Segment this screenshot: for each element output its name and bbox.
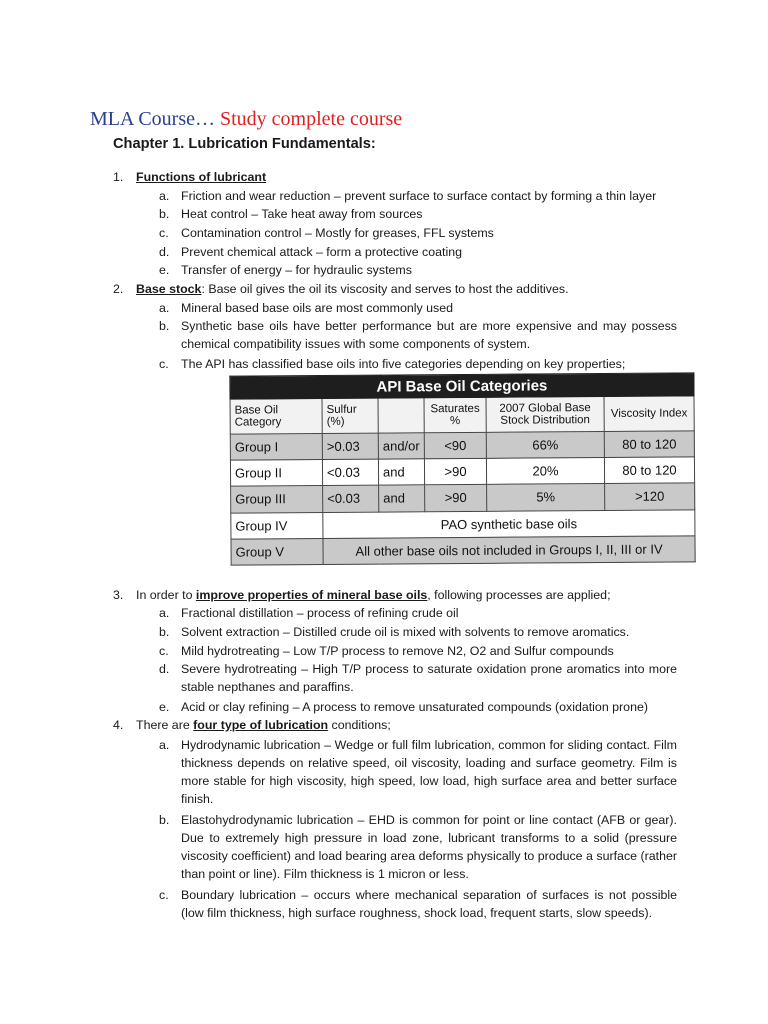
list-text: Heat control – Take heat away from sources — [181, 207, 423, 221]
list-text: Mild hydrotreating – Low T/P process to remove N2, O2 and Sulfur compounds — [181, 644, 614, 658]
table-cell: >0.03 — [322, 433, 378, 460]
chapter-title: Chapter 1. Lubrication Fundamentals: — [113, 136, 376, 152]
list-letter: d. — [159, 245, 170, 259]
list-text: Friction and wear reduction – prevent surface to surface contact by forming a thin layer — [181, 189, 657, 203]
list-text: Boundary lubrication – occurs where mechanical separation of surfaces is not possible (low film thickness, high surface roughness, shock load, frequent starts, slow speeds). — [181, 888, 677, 920]
column-header: Saturates % — [424, 397, 486, 432]
list-text: Mineral based base oils are most commonly used — [181, 301, 454, 315]
list-number: 2. — [113, 282, 124, 296]
table-title: API Base Oil Categories — [230, 373, 694, 399]
table-cell: All other base oils not included in Groups I, II, III or IV — [323, 536, 695, 565]
section-text: : Base oil gives the oil its viscosity and serves to host the additives. — [201, 282, 569, 296]
course-tagline: Study complete course — [220, 108, 403, 130]
column-header — [378, 398, 424, 433]
list-number: 4. — [113, 718, 124, 732]
table-cell: <90 — [424, 432, 486, 459]
section-text: In order to — [136, 588, 196, 602]
section-text: conditions; — [328, 718, 391, 732]
section-title: four type of lubrication — [193, 718, 329, 732]
list-text: Transfer of energy – for hydraulic systems — [181, 263, 412, 277]
list-text: The API has classified base oils into five categories depending on key properties; — [181, 357, 626, 371]
list-letter: a. — [159, 606, 170, 620]
table-cell: Group II — [230, 460, 322, 487]
column-header: Viscosity Index — [604, 396, 694, 432]
list-text: Synthetic base oils have better performance but are more expensive and may possess chemical compatibility issues with some components of system. — [181, 319, 677, 351]
table-cell: >120 — [605, 483, 695, 510]
column-header: 2007 Global Base Stock Distribution — [486, 397, 604, 433]
table-cell: <0.03 — [322, 459, 378, 486]
list-letter: e. — [159, 263, 170, 277]
list-text: Elastohydrodynamic lubrication – EHD is common for point or line contact (AFB or gear). Due to extremely high pressure in load zone, lubricant transforms to a solid (pressure viscosity coefficient) and load bearing area deforms physically to produce a surface (rather than point or line). Film thickness is 1 micron or less. — [181, 813, 677, 881]
table-row — [230, 457, 694, 486]
list-letter: b. — [159, 319, 170, 333]
list-text: Severe hydrotreating – High T/P process to saturate oxidation prone aromatics into more stable nepthanes and paraffins. — [181, 662, 677, 694]
section-text: , following processes are applied; — [427, 588, 611, 602]
table-row — [231, 509, 695, 538]
list-letter: b. — [159, 813, 170, 827]
section-text: There are — [136, 718, 194, 732]
section-title: Base stock — [136, 282, 202, 296]
list-letter: c. — [159, 226, 169, 240]
table-cell: Group IV — [231, 512, 323, 539]
table-row — [231, 483, 695, 512]
table-row — [230, 431, 694, 460]
table-cell: <0.03 — [323, 485, 379, 512]
table-cell: and — [379, 485, 425, 512]
list-number: 3. — [113, 588, 124, 602]
column-header: Sulfur (%) — [322, 398, 378, 433]
list-letter: b. — [159, 625, 170, 639]
table-cell: and/or — [378, 433, 424, 460]
list-letter: a. — [159, 738, 170, 752]
table-cell: Group I — [230, 433, 322, 460]
table-cell: Group V — [231, 538, 323, 565]
list-letter: b. — [159, 207, 170, 221]
table-cell: Group III — [231, 486, 323, 513]
list-text: Acid or clay refining – A process to remove unsaturated compounds (oxidation prone) — [181, 700, 648, 714]
course-heading — [90, 108, 402, 131]
table-cell: 20% — [486, 458, 604, 485]
list-number: 1. — [113, 170, 124, 184]
api-table — [229, 372, 695, 565]
list-letter: c. — [159, 357, 169, 371]
section-title: Functions of lubricant — [136, 170, 267, 184]
table-cell: 80 to 120 — [604, 457, 694, 484]
api-base-oil-table — [229, 372, 694, 565]
list-letter: c. — [159, 644, 169, 658]
course-title: MLA Course… — [90, 108, 215, 130]
column-header: Base Oil Category — [230, 398, 322, 434]
section-title: improve properties of mineral base oils — [195, 588, 428, 602]
table-row — [231, 536, 695, 565]
list-letter: d. — [159, 662, 170, 676]
table-cell: PAO synthetic base oils — [323, 509, 695, 538]
table-cell: 80 to 120 — [604, 431, 694, 458]
table-cell: >90 — [425, 485, 487, 512]
list-letter: e. — [159, 700, 170, 714]
table-cell: >90 — [424, 459, 486, 486]
list-letter: a. — [159, 189, 170, 203]
list-letter: a. — [159, 301, 170, 315]
list-text: Contamination control – Mostly for greases, FFL systems — [181, 226, 494, 240]
list-text: Prevent chemical attack – form a protective coating — [181, 245, 462, 259]
list-letter: c. — [159, 888, 169, 902]
list-text: Solvent extraction – Distilled crude oil is mixed with solvents to remove aromatics. — [181, 625, 630, 639]
table-cell: and — [378, 459, 424, 486]
table-cell: 66% — [486, 432, 604, 459]
list-text: Hydrodynamic lubrication – Wedge or full film lubrication, common for sliding contact. Film thickness depends on relative speed, oil viscosity, loading and surface geometry. Film is more stable for high viscosity, high speed, low load, high surface area and better surface finish. — [181, 738, 677, 806]
list-text: Fractional distillation – process of refining crude oil — [181, 606, 459, 620]
table-cell: 5% — [487, 484, 605, 511]
